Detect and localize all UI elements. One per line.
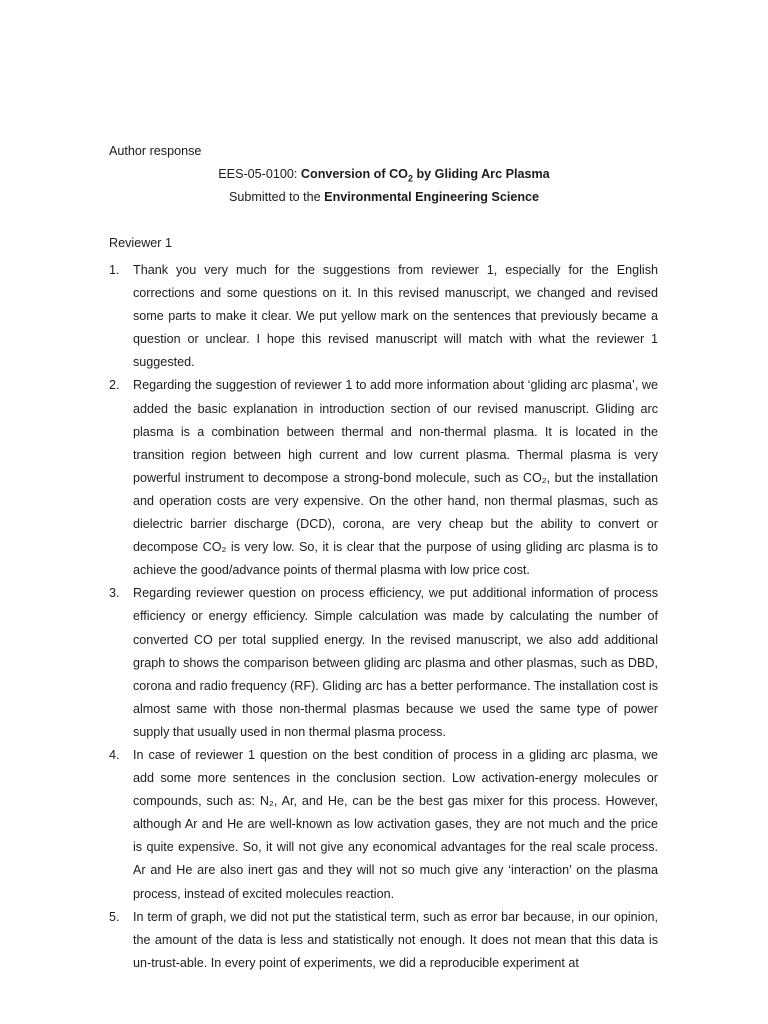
response-text: Regarding the suggestion of reviewer 1 to add more information about ‘gliding arc plasma’, we added the basic explanation in introduction section of our revised manuscript. Gliding arc plasma is a combination between thermal and non-thermal plasma. It is located in the transition region between high current and low current plasma. Thermal plasma is very powerful instrument to decompose a strong-bond molecule, such as CO₂, but the installation and operation costs are very expensive. On the other hand, non thermal plasmas, such as dielectric barrier discharge (DCD), corona, are very cheap but the ability to convert or decompose CO₂ is very low. So, it is clear that the purpose of using gliding arc plasma is to achieve the good/advance points of thermal plasma with low price cost.: [133, 378, 658, 578]
manuscript-title-subscript: 2: [407, 173, 413, 184]
response-number: 4.: [109, 747, 120, 762]
journal-name: Environmental Engineering Science: [324, 190, 540, 204]
manuscript-title-line: [0, 166, 768, 187]
response-text: Thank you very much for the suggestions from reviewer 1, especially for the English corrections and some questions on it. In this revised manuscript, we changed and revised some parts to make it clear. We put yellow mark on the sentences that previously became a question or unclear. I hope this revised manuscript will match with what the reviewer 1 suggested.: [133, 263, 658, 370]
manuscript-title: [300, 167, 550, 184]
response-number: 1.: [109, 263, 120, 277]
submitted-prefix: Submitted to the: [228, 190, 325, 204]
response-list: [0, 259, 658, 975]
response-number: 2.: [109, 378, 120, 393]
response-item-5: [109, 906, 658, 975]
response-number: 3.: [109, 586, 120, 601]
response-text: In case of reviewer 1 question on the best condition of process in a gliding arc plasma, we add some more sentences in the conclusion section. Low activation-energy molecules or compounds, such as: N₂, Ar, and He, can be the best gas mixer for this process. However, although Ar and He are well-known as low activation gases, they are not much and the price is quite expensive. So, it will not give any economical advantages for the real scale process. Ar and He are also inert gas and they will not so much give any ‘interaction’ on the plasma process, instead of excited molecules reaction.: [133, 747, 658, 901]
response-item-2: [109, 374, 658, 582]
response-item-1: [109, 259, 658, 374]
manuscript-title-start: Conversion of CO: [300, 167, 408, 181]
response-text: Regarding reviewer question on process efficiency, we put additional information of process efficiency or energy efficiency. Simple calculation was made by calculating the number of converted CO per total supplied energy. In the revised manuscript, we also add additional graph to shows the comparison between gliding arc plasma and other plasmas, such as DBD, corona and radio frequency (RF). Gliding arc has a better performance. The installation cost is almost same with those non-thermal plasmas because we used the same type of power supply that usually used in non thermal plasma process.: [133, 586, 658, 739]
manuscript-title-end: by Gliding Arc Plasma: [412, 167, 550, 181]
response-number: 5.: [109, 909, 120, 924]
response-text: In term of graph, we did not put the statistical term, such as error bar because, in our opinion, the amount of the data is less and statistically not enough. It does not mean that this data is un-trust-able. In every point of experiments, we did a reproducible experiment at: [133, 909, 658, 970]
manuscript-id: EES-05-0100:: [218, 167, 301, 181]
submission-line: [0, 189, 768, 205]
reviewer-heading: Reviewer 1: [109, 236, 172, 250]
author-response-label: Author response: [109, 144, 202, 158]
response-item-3: [109, 582, 658, 744]
response-item-4: [109, 744, 658, 906]
